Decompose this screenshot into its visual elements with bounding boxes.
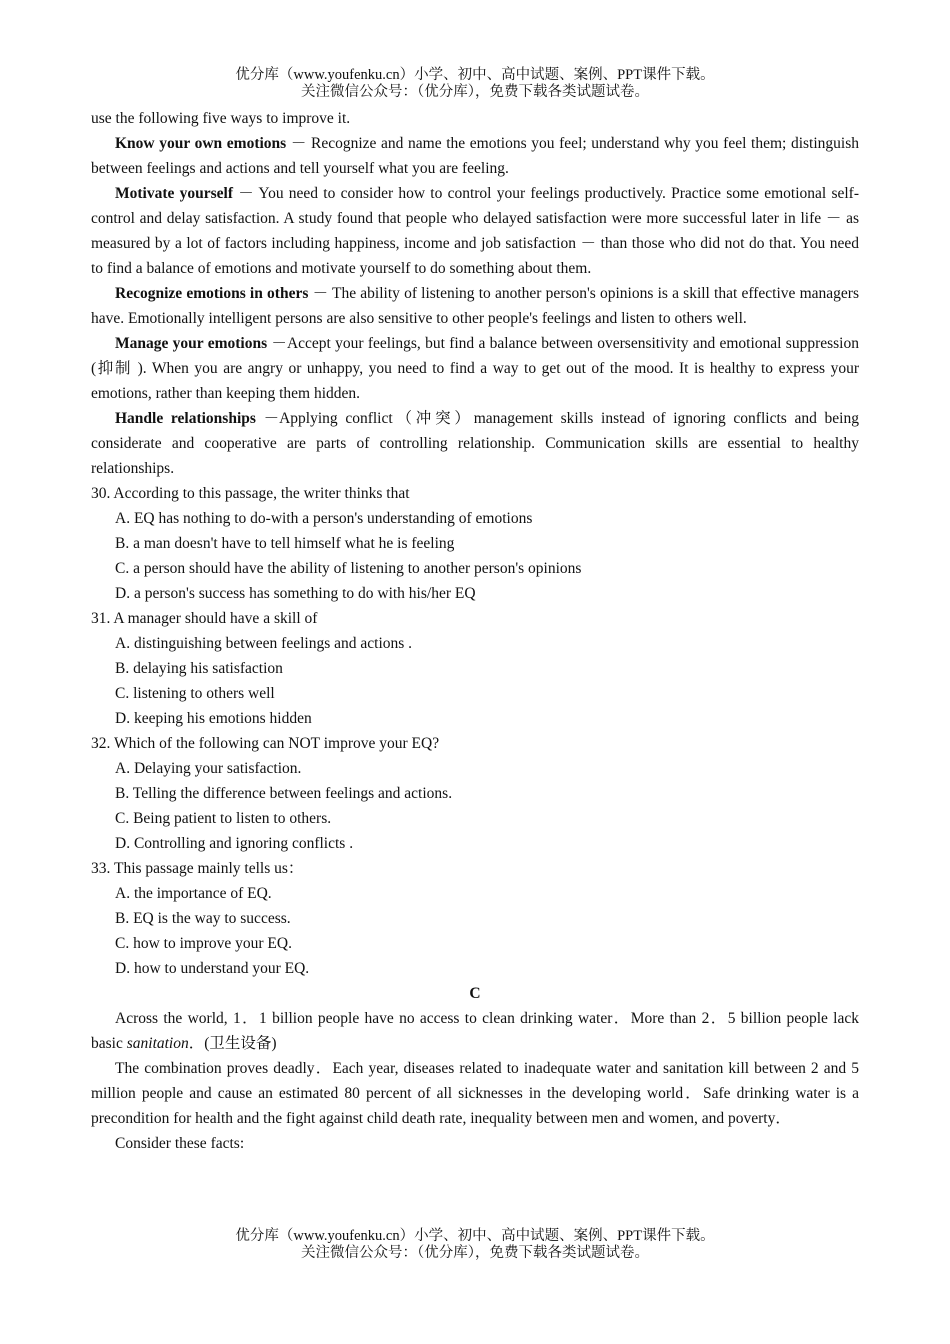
section-heading: C bbox=[469, 985, 481, 1002]
way-title: Manage your emotions bbox=[115, 335, 268, 352]
answer-option: C. how to improve your EQ. bbox=[115, 935, 292, 952]
header-line-2: 关注微信公众号：（优分库），免费下载各类试题试卷。 bbox=[301, 84, 649, 100]
question-stem: 31. A manager should have a skill of bbox=[91, 610, 318, 627]
way-text: The ability of listening to another person's opinions is a skill that effective managers have. Emotionally intelligent persons are also sensitive to other people's feelings and listen to others well. bbox=[91, 285, 859, 327]
question-stem: 33. This passage mainly tells us： bbox=[91, 860, 304, 877]
way-text: Accept your feelings, but find a balance between oversensitivity and emotional suppression (抑制 ). When you are angry or unhappy, you need to find a way to get out of the mood. It is healthy to express your emotions, rather than keeping them hidden. bbox=[91, 335, 859, 402]
way-paragraph bbox=[91, 281, 859, 331]
answer-option: D. a person's success has something to do with his/her EQ bbox=[115, 585, 476, 602]
answer-option: B. delaying his satisfaction bbox=[115, 660, 283, 677]
question-stem: 30. According to this passage, the writer thinks that bbox=[91, 485, 410, 502]
way-title: Motivate yourself bbox=[115, 185, 234, 202]
way-separator: － bbox=[286, 135, 311, 152]
passage-intro: use the following five ways to improve it. bbox=[91, 110, 351, 127]
answer-option: A. Delaying your satisfaction. bbox=[115, 760, 302, 777]
way-separator: － bbox=[308, 285, 332, 302]
question-stem: 32. Which of the following can NOT improve your EQ? bbox=[91, 735, 440, 752]
answer-option: B. EQ is the way to success. bbox=[115, 910, 291, 927]
answer-option: B. a man doesn't have to tell himself what he is feeling bbox=[115, 535, 455, 552]
answer-option: A. distinguishing between feelings and actions . bbox=[115, 635, 413, 652]
way-text: You need to consider how to control your feelings productively. Practice some emotional self-control and delay satisfaction. A study found that people who delayed satisfaction were more successful later in life － as measured by a lot of factors including happiness, income and job satisfaction － than those who did not do that. You need to find a balance of emotions and motivate yourself to do something about them. bbox=[91, 185, 859, 277]
italic-term: sanitation bbox=[126, 1035, 189, 1052]
page-header bbox=[0, 67, 950, 101]
way-paragraph bbox=[91, 181, 859, 281]
passage-c-paragraph-1 bbox=[91, 1006, 859, 1056]
way-title: Know your own emotions bbox=[115, 135, 287, 152]
way-separator: － bbox=[267, 335, 287, 352]
way-paragraph bbox=[91, 131, 859, 181]
passage-c-paragraph-2: The combination proves deadly．Each year, diseases related to inadequate water and sanitation kill between 2 and 5 million people and cause an estimated 80 percent of all sicknesses in the developing world．Safe drinking water is a precondition for health and the fight against child death rate, inequality between men and women, and poverty． bbox=[91, 1060, 859, 1127]
way-separator: － bbox=[255, 410, 280, 427]
way-separator: － bbox=[233, 185, 259, 202]
answer-option: C. listening to others well bbox=[115, 685, 275, 702]
way-text: Recognize and name the emotions you feel; understand why you feel them; distinguish between feelings and actions and tell yourself what you are feeling. bbox=[91, 135, 859, 177]
paragraph-text: Across the world, 1．1 billion people have no access to clean drinking water．More than 2．5 billion people lack basic bbox=[91, 1010, 859, 1052]
way-text: Applying conflict（冲突）management skills instead of ignoring conflicts and being considerate and cooperative are parts of controlling relationship. Communication skills are essential to healthy relationships. bbox=[91, 410, 859, 477]
way-title: Recognize emotions in others bbox=[115, 285, 309, 302]
way-paragraph bbox=[91, 331, 859, 406]
answer-option: A. the importance of EQ. bbox=[115, 885, 272, 902]
header-line-1: 优分库（www.youfenku.cn）小学、初中、高中试题、案例、PPT课件下载。 bbox=[235, 67, 715, 83]
answer-option: A. EQ has nothing to do-with a person's understanding of emotions bbox=[115, 510, 533, 527]
answer-option: C. Being patient to listen to others. bbox=[115, 810, 332, 827]
answer-option: B. Telling the difference between feelings and actions. bbox=[115, 785, 453, 802]
footer-line-1: 优分库（www.youfenku.cn）小学、初中、高中试题、案例、PPT课件下载。 bbox=[235, 1228, 715, 1244]
paragraph-text: ．(卫生设备) bbox=[188, 1035, 277, 1052]
document-body bbox=[91, 106, 859, 1156]
footer-line-2: 关注微信公众号：（优分库），免费下载各类试题试卷。 bbox=[301, 1245, 649, 1261]
answer-option: D. how to understand your EQ. bbox=[115, 960, 310, 977]
answer-option: C. a person should have the ability of listening to another person's opinions bbox=[115, 560, 582, 577]
passage-c-paragraph-3: Consider these facts: bbox=[115, 1135, 245, 1152]
page-footer bbox=[0, 1228, 950, 1262]
answer-option: D. Controlling and ignoring conflicts . bbox=[115, 835, 354, 852]
way-paragraph bbox=[91, 406, 859, 481]
way-title: Handle relationships bbox=[115, 410, 256, 427]
answer-option: D. keeping his emotions hidden bbox=[115, 710, 312, 727]
